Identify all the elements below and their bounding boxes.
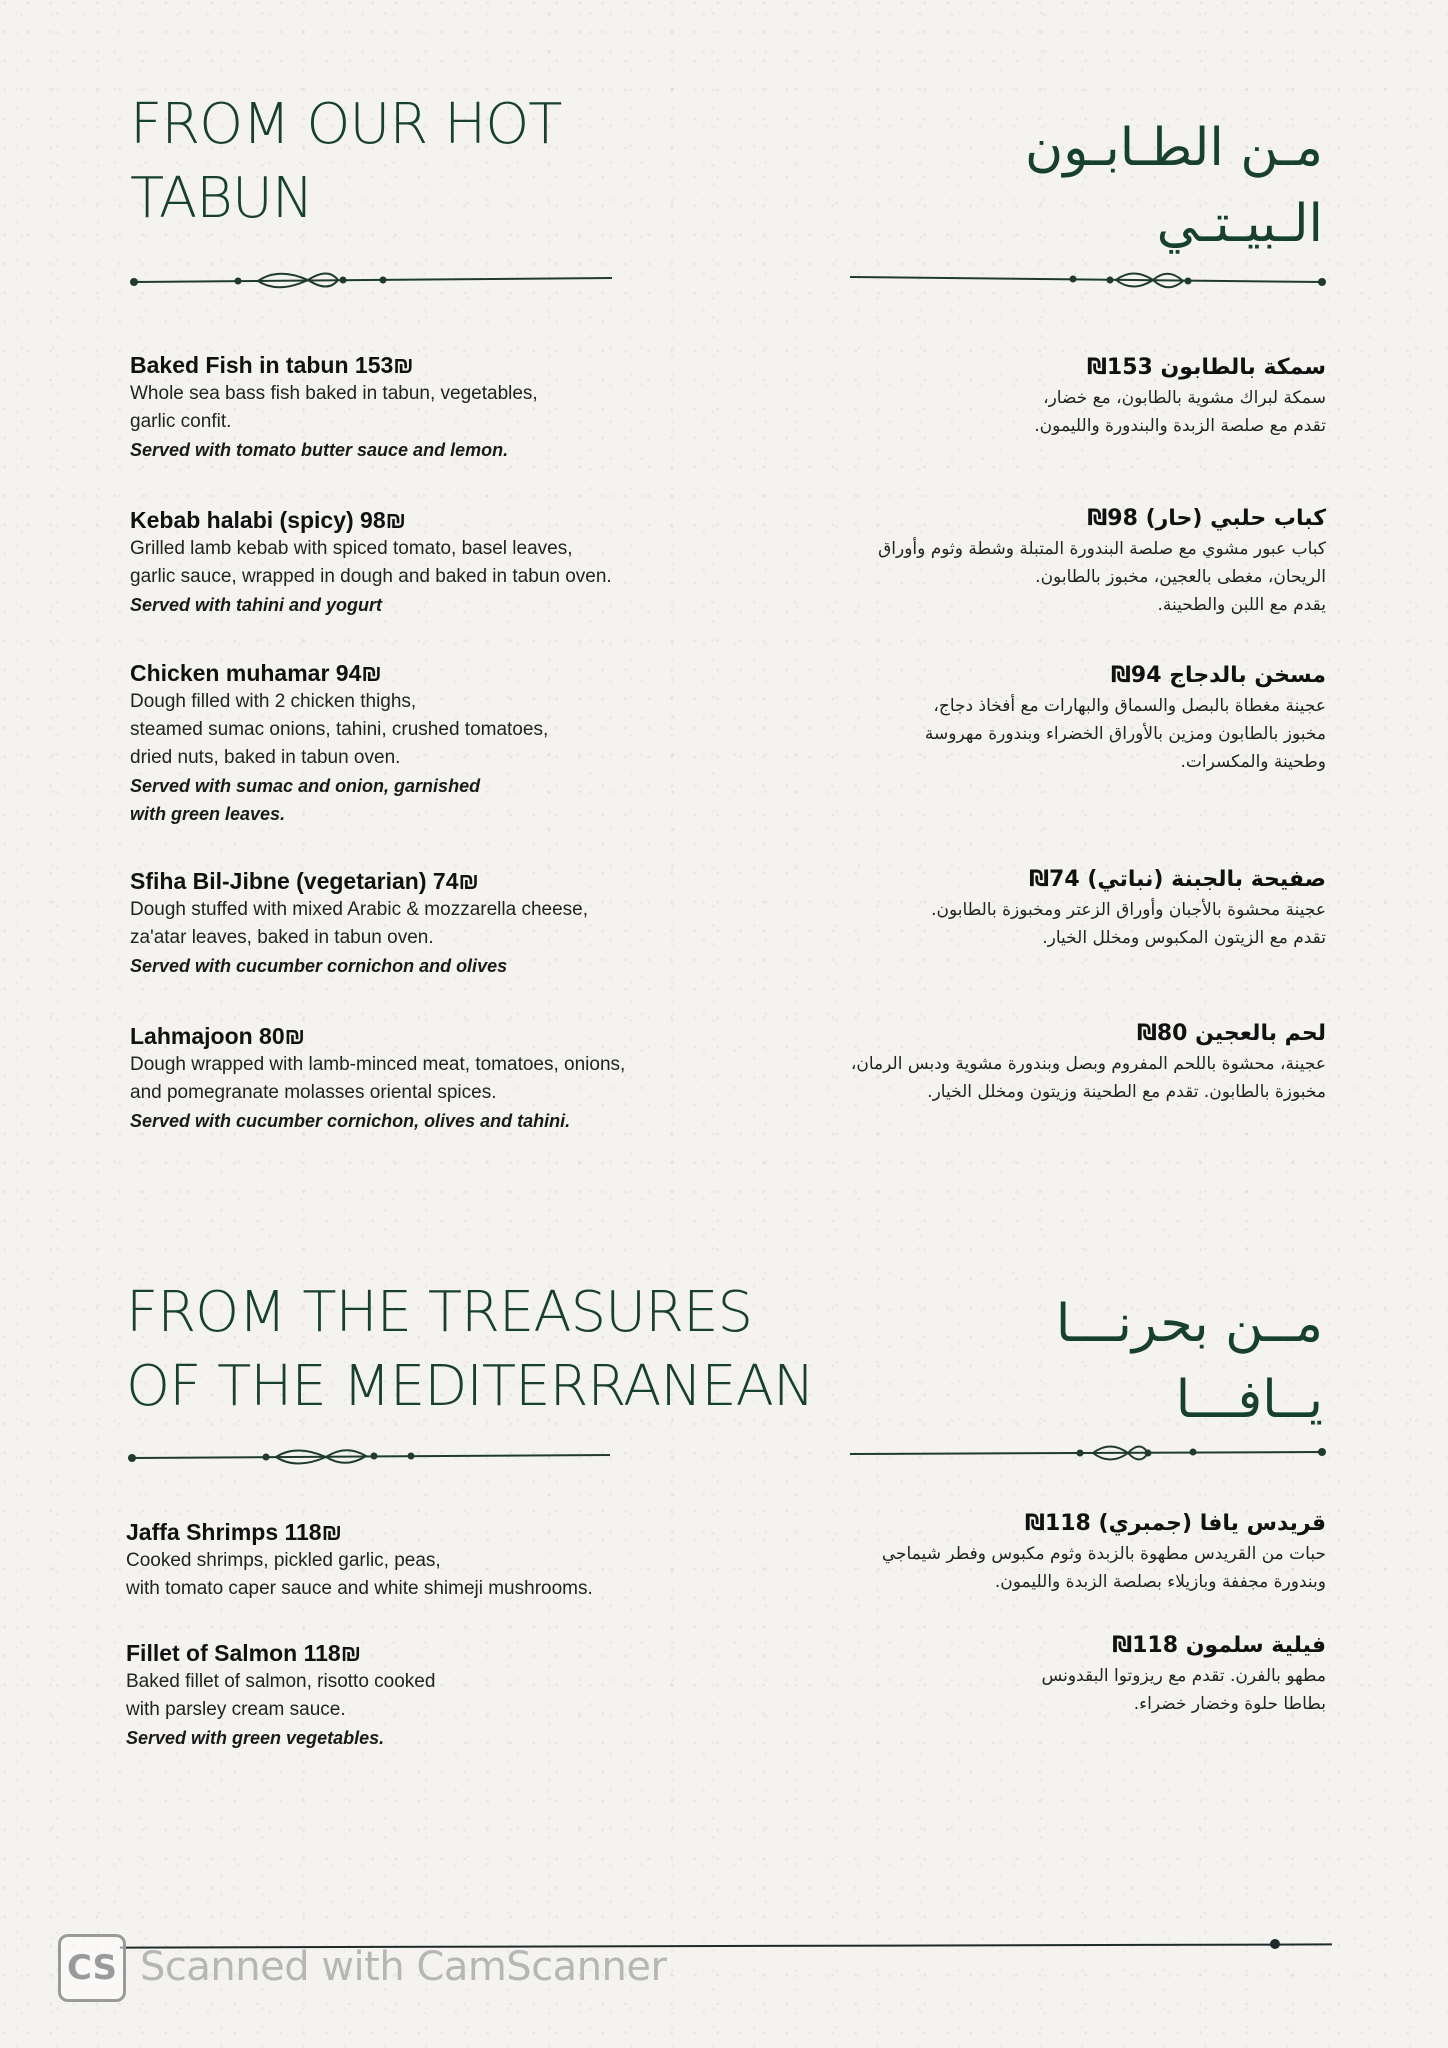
menu-item-ar (686, 1508, 1326, 1596)
menu-item-ar (706, 864, 1326, 952)
menu-item (130, 866, 710, 980)
menu-item (130, 658, 710, 828)
ornament-divider (126, 1442, 616, 1472)
item-description: Cooked shrimps, pickled garlic, peas, with tomato caper sauce and white shimeji mushrooms. (126, 1550, 593, 1599)
watermark-text: Scanned with CamScanner (140, 1944, 667, 1990)
item-name-ar: مسخن بالدجاج 94₪ (1111, 663, 1326, 688)
menu-item-ar (766, 352, 1326, 440)
item-description-ar: مطهو بالفرن. تقدم مع ريزوتوا البقدونس بطاطا حلوة وخضار خضراء. (1041, 1666, 1326, 1714)
item-name: Baked Fish in tabun 153₪ (130, 352, 414, 378)
menu-item (126, 1517, 746, 1603)
item-served: Served with tahini and yogurt (130, 595, 383, 615)
camscanner-logo: CS (58, 1934, 126, 2002)
item-description-ar: عجينة مغطاة بالبصل والسماق والبهارات مع أفخاذ دجاج، مخبوز بالطابون ومزين بالأوراق الخضراء وبندورة مهروسة وطحينة والمكسرات. (924, 696, 1326, 772)
item-description: Grilled lamb kebab with spiced tomato, basel leaves, garlic sauce, wrapped in dough and baked in tabun oven. (130, 538, 612, 587)
item-description-ar: عجينة محشوة بالأجبان وأوراق الزعتر ومخبوزة بالطابون. تقدم مع الزيتون المكبوس ومخلل الخيار. (931, 900, 1326, 948)
item-served: Served with green vegetables. (126, 1728, 385, 1748)
item-description: Dough filled with 2 chicken thighs, steamed sumac onions, tahini, crushed tomatoes, dried nuts, baked in tabun oven. (130, 691, 549, 768)
item-description: Whole sea bass fish baked in tabun, vegetables, garlic confit. (130, 383, 538, 432)
section-title-ar: مــن بحرنـــا يــافـــا (1055, 1294, 1323, 1430)
menu-item (126, 1638, 706, 1752)
item-served: Served with cucumber cornichon, olives and tahini. (130, 1111, 571, 1131)
menu-item (130, 1021, 710, 1135)
menu-item (130, 505, 710, 619)
menu-item-ar (706, 503, 1326, 619)
section-title-en: FROM THE TREASURES OF THE MEDITERRANEAN (126, 1280, 814, 1419)
item-description-ar: سمكة لبراك مشوية بالطابون، مع خضار، تقدم مع صلصة الزبدة والبندورة والليمون. (1034, 388, 1326, 436)
item-name-ar: سمكة بالطابون 153₪ (1087, 355, 1326, 380)
item-description-ar: عجينة، محشوة باللحم المفروم وبصل وبندورة مشوية ودبس الرمان، مخبوزة بالطابون. تقدم مع الطحينة وزيتون ومخلل الخيار. (850, 1054, 1326, 1102)
item-served: Served with tomato butter sauce and lemon. (130, 440, 509, 460)
item-name: Sfiha Bil-Jibne (vegetarian) 74₪ (130, 868, 479, 894)
section-title-en: FROM OUR HOT TABUN (130, 92, 562, 231)
item-name: Chicken muhamar 94₪ (130, 660, 382, 686)
item-description: Baked fillet of salmon, risotto cooked with parsley cream sauce. (126, 1671, 436, 1720)
footer-dot (1270, 1939, 1280, 1949)
item-description: Dough stuffed with mixed Arabic & mozzarella cheese, za'atar leaves, baked in tabun oven. (130, 899, 588, 948)
menu-item-ar (766, 1630, 1326, 1718)
ornament-divider (848, 1438, 1328, 1468)
item-description-ar: كباب عبور مشوي مع صلصة البندورة المتبلة وشطة وثوم وأوراق الريحان، مغطى بالعجين، مخبوز بالطابون. يقدم مع اللبن والطحينة. (878, 539, 1326, 615)
item-name-ar: صفيحة بالجبنة (نباتي) 74₪ (1029, 867, 1326, 892)
menu-item-ar (666, 1018, 1326, 1106)
item-name: Kebab halabi (spicy) 98₪ (130, 507, 406, 533)
item-name-ar: كباب حلبي (حار) 98₪ (1087, 506, 1326, 531)
menu-item (130, 350, 710, 464)
item-name-ar: لحم بالعجين 80₪ (1136, 1021, 1326, 1046)
item-description-ar: حبات من القريدس مطهوة بالزبدة وثوم مكبوس وفطر شيماجي وبندورة مجففة وبازيلاء بصلصة الزبدة والليمون. (881, 1544, 1326, 1592)
item-name: Jaffa Shrimps 118₪ (126, 1519, 342, 1545)
item-name-ar: قريدس يافا (جمبري) 118₪ (1025, 1511, 1326, 1536)
item-name-ar: فيلية سلمون 118₪ (1112, 1633, 1326, 1658)
item-served: Served with sumac and onion, garnished with green leaves. (130, 776, 481, 824)
menu-item-ar (706, 660, 1326, 776)
item-served: Served with cucumber cornichon and olives (130, 956, 508, 976)
item-description: Dough wrapped with lamb-minced meat, tomatoes, onions, and pomegranate molasses oriental spices. (130, 1054, 626, 1103)
section-title-ar: مـن الطـابـون الـبيـتـي (1025, 118, 1323, 254)
ornament-divider (128, 265, 618, 295)
item-name: Lahmajoon 80₪ (130, 1023, 305, 1049)
item-name: Fillet of Salmon 118₪ (126, 1640, 362, 1666)
ornament-divider (848, 265, 1328, 295)
